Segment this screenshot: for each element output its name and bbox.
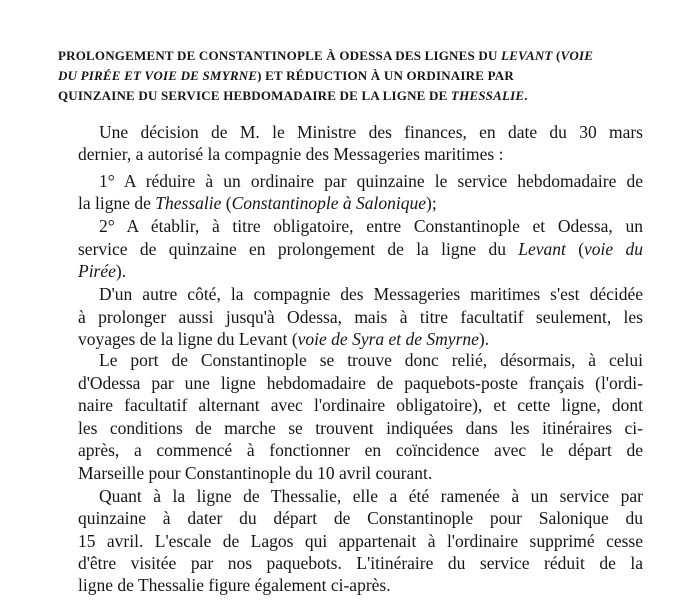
text-run: ).	[478, 329, 490, 349]
paragraph-line	[78, 192, 643, 214]
heading-text: PROLONGEMENT DE CONSTANTINOPLE À ODESSA DES LIGNES DU	[58, 48, 502, 63]
text-run: voyages de la ligne du Levant (	[78, 329, 298, 349]
paragraph-line: Le port de Constantinople se trouve donc relié, désormais, à celui	[99, 350, 643, 370]
heading-line-1	[58, 48, 643, 64]
text-run: (	[221, 193, 232, 213]
heading-text: .	[524, 88, 528, 103]
heading-text: (	[552, 48, 561, 63]
paragraph-line: les conditions de marche se trouvent indiquées dans les itinéraires ci-	[78, 418, 643, 438]
heading-italic: LEVANT	[501, 48, 553, 63]
heading-italic: THESSALIE	[450, 88, 525, 103]
paragraph-line: à prolonger aussi jusqu'à Odessa, mais à titre facultatif seulement, les	[78, 307, 643, 327]
text-run: );	[426, 193, 437, 213]
text-run: (	[565, 239, 585, 259]
italic-run: Levant	[518, 239, 566, 259]
paragraph-line: d'Odessa par une ligne hebdomadaire de paquebots-poste français (l'ordi-	[78, 373, 643, 393]
paragraph-line: 15 avril. L'escale de Lagos qui appartenait à l'ordinaire supprimé cesse	[78, 531, 643, 551]
italic-run: Thessalie	[155, 193, 222, 213]
paragraph-line: ligne de Thessalie figure également ci-après.	[78, 575, 391, 595]
heading-text: ) ET RÉDUCTION À UN ORDINAIRE PAR	[257, 68, 514, 83]
heading-text: QUINZAINE DU SERVICE HEBDOMADAIRE DE LA LIGNE DE	[58, 88, 451, 103]
italic-run: voie de Syra et de Smyrne	[297, 329, 479, 349]
paragraph-line: 1° A réduire à un ordinaire par quinzaine le service hebdomadaire de	[99, 171, 643, 191]
paragraph-line	[78, 328, 643, 350]
text-run: ).	[115, 261, 127, 281]
paragraph-line: après, a commencé à fonctionner en coïncidence avec le départ de	[78, 440, 643, 460]
paragraph-line: naire facultatif alternant avec l'ordinaire obligatoire), et cette ligne, dont	[78, 395, 643, 415]
paragraph-line: D'un autre côté, la compagnie des Messageries maritimes s'est décidée	[99, 284, 643, 304]
italic-run: voie du	[584, 239, 643, 259]
paragraph-line: quinzaine à dater du départ de Constantinople pour Salonique du	[78, 508, 643, 528]
paragraph-line: d'être visitée par nos paquebots. L'itinéraire du service réduit de la	[78, 553, 643, 573]
heading-line-3	[58, 88, 643, 104]
paragraph-line: Quant à la ligne de Thessalie, elle a été ramenée à un service par	[99, 486, 643, 506]
italic-run: Constantinople à Salonique	[231, 193, 427, 213]
paragraph-line	[78, 238, 643, 260]
text-run: service de quinzaine en prolongement de la ligne du	[78, 239, 519, 259]
paragraph-line: dernier, a autorisé la compagnie des Messageries maritimes :	[78, 144, 504, 164]
text-run: la ligne de	[78, 193, 156, 213]
paragraph-line: Marseille pour Constantinople du 10 avril courant.	[78, 463, 433, 483]
paragraph-line: 2° A établir, à titre obligatoire, entre Constantinople et Odessa, un	[99, 216, 643, 236]
italic-run: Pirée	[78, 261, 116, 281]
heading-italic: VOIE	[560, 48, 594, 63]
heading-line-2	[58, 68, 643, 84]
paragraph-line	[78, 260, 643, 282]
heading-italic: DU PIRÉE ET VOIE DE SMYRNE	[58, 68, 258, 83]
paragraph-line: Une décision de M. le Ministre des finances, en date du 30 mars	[99, 122, 643, 142]
